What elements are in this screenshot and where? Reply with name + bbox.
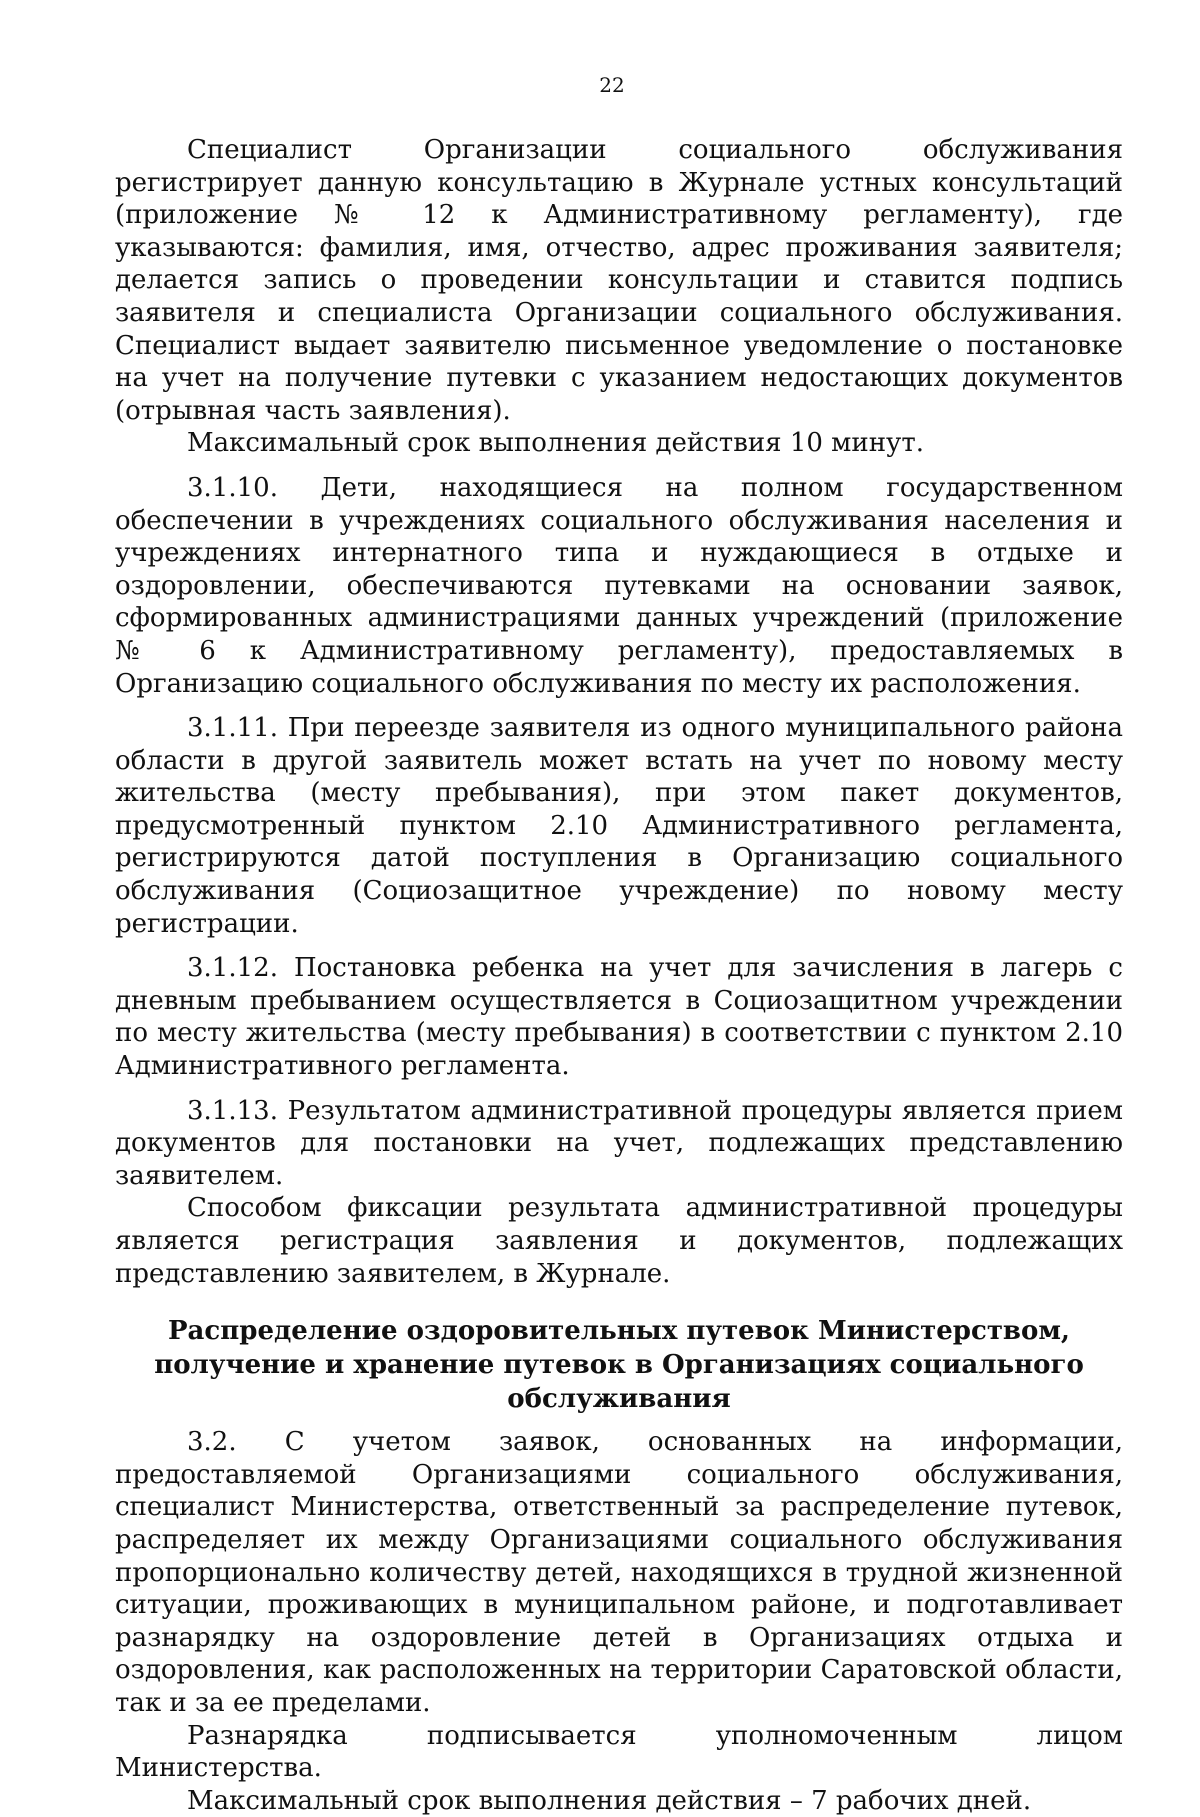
paragraph-fixation-method: Способом фиксации результата административной процедуры является регистрация заявления и документов, подлежащих представлению заявителем, в Журнале. (115, 1193, 1123, 1289)
paragraph-3-1-12: 3.1.12. Постановка ребенка на учет для зачисления в лагерь с дневным пребыванием осуществляется в Социозащитном учреждении по месту жительства (месту пребывания) в соответствии с пунктом 2.10 Административного регламента. (115, 953, 1123, 1082)
paragraph-3-2: 3.2. С учетом заявок, основанных на информации, предоставляемой Организациями социального обслуживания, специалист Министерства, ответственный за распределение путевок, распределяет их между Организациями социального обслуживания пропорционально количеству детей, находящихся в трудной жизненной ситуации, проживающих в муниципальном районе, и подготавливает разнарядку на оздоровление детей в Организациях отдыха и оздоровления, как расположенных на территории Саратовской области, так и за ее пределами. (115, 1427, 1123, 1718)
paragraph-max-time-10-min: Максимальный срок выполнения действия 10 минут. (187, 428, 925, 459)
paragraph-3-1-11: 3.1.11. При переезде заявителя из одного муниципального района области в другой заявитель может встать на учет по новому месту жительства (месту пребывания), при этом пакет документов, предусмотренный пунктом 2.10 Административного регламента, регистрируются датой поступления в Организацию социального обслуживания (Социозащитное учреждение) по новому месту регистрации. (115, 713, 1123, 939)
page-number: 22 (599, 73, 625, 97)
paragraph-consultation-registration: Специалист Организации социального обслуживания регистрирует данную консультацию в Журнале устных консультаций (приложение № 12 к Административному регламенту), где указываются: фамилия, имя, отчество, адрес проживания заявителя; делается запись о проведении консультации и ставится подпись заявителя и специалиста Организации социального обслуживания. Специалист выдает заявителю письменное уведомление о постановке на учет на получение путевки с указанием недостающих документов (отрывная часть заявления). (115, 135, 1123, 426)
document-body (115, 134, 1123, 1817)
paragraph-3-1-10: 3.1.10. Дети, находящиеся на полном государственном обеспечении в учреждениях социального обслуживания населения и учреждениях интернатного типа и нуждающиеся в отдыхе и оздоровлении, обеспечиваются путевками на основании заявок, сформированных администрациями данных учреждений (приложение № 6 к Административному регламенту), предоставляемых в Организацию социального обслуживания по месту их расположения. (115, 472, 1123, 699)
paragraph-max-time-7-days: Максимальный срок выполнения действия – 7 рабочих дней. (187, 1785, 1032, 1816)
paragraph-3-1-13: 3.1.13. Результатом административной процедуры является прием документов для постановки на учет, подлежащих представлению заявителем. (115, 1095, 1123, 1191)
section-heading: Распределение оздоровительных путевок Министерством, получение и хранение путевок в Организациях социального обслуживания (154, 1316, 1084, 1415)
paragraph-allocation-signed: Разнарядка подписывается уполномоченным лицом Министерства. (115, 1720, 1123, 1784)
